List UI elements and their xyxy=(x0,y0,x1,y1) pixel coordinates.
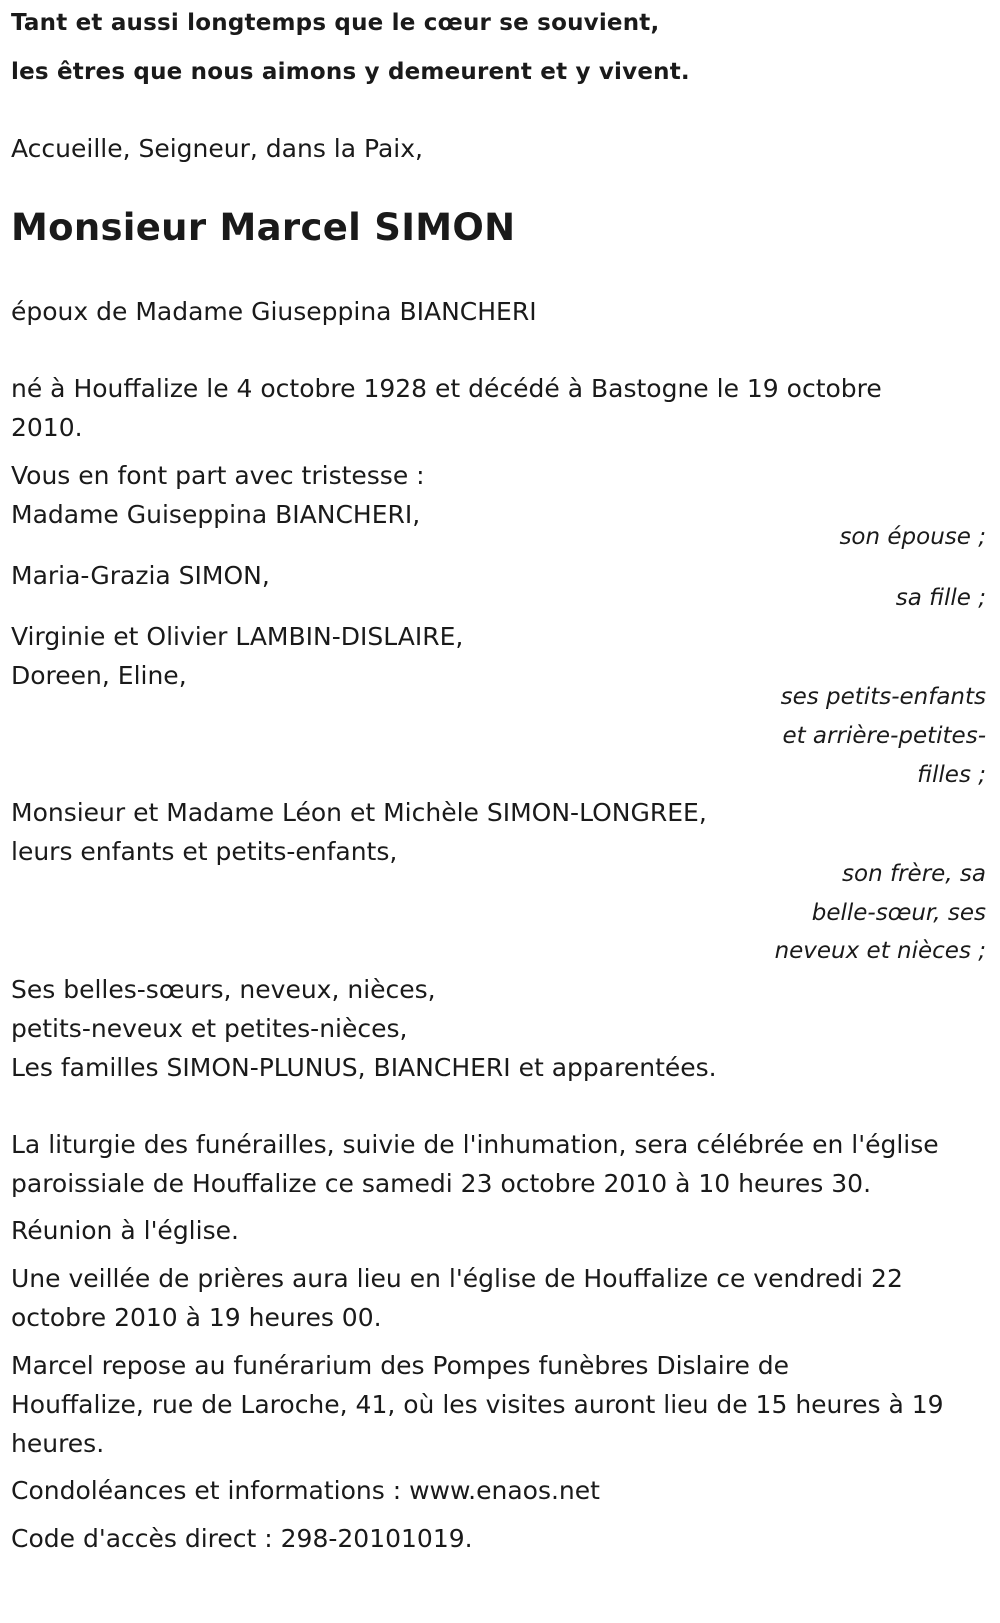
family-line: Doreen, Eline, xyxy=(11,661,187,690)
family-relation: filles ; xyxy=(917,762,986,788)
family-line: Maria-Grazia SIMON, xyxy=(11,561,270,590)
family-line: leurs enfants et petits-enfants, xyxy=(11,837,398,866)
reunion-line: Réunion à l'église. xyxy=(11,1216,239,1245)
deceased-name: Monsieur Marcel SIMON xyxy=(11,206,516,249)
quote-line-1: Tant et aussi longtemps que le cœur se souvient, xyxy=(11,10,660,36)
birth-death-line-1: né à Houffalize le 4 octobre 1928 et décédé à Bastogne le 19 octobre xyxy=(11,374,882,403)
family-relation: belle-sœur, ses xyxy=(811,900,986,926)
family-line: Ses belles-sœurs, neveux, nièces, xyxy=(11,975,436,1004)
announce-line: Vous en font part avec tristesse : xyxy=(11,461,425,490)
family-relation: et arrière-petites- xyxy=(782,723,986,749)
spouse-line: époux de Madame Giuseppina BIANCHERI xyxy=(11,297,537,326)
family-line: Les familles SIMON-PLUNUS, BIANCHERI et apparentées. xyxy=(11,1053,717,1082)
funeral-liturgy-line-2: paroissiale de Houffalize ce samedi 23 octobre 2010 à 10 heures 30. xyxy=(11,1169,872,1198)
condolences-line: Condoléances et informations : www.enaos.net xyxy=(11,1476,600,1505)
family-relation: son épouse ; xyxy=(839,524,986,550)
vigil-line-2: octobre 2010 à 19 heures 00. xyxy=(11,1303,382,1332)
family-relation: son frère, sa xyxy=(842,861,986,887)
funerarium-line-2: Houffalize, rue de Laroche, 41, où les visites auront lieu de 15 heures à 19 xyxy=(11,1390,944,1419)
family-relation: ses petits-enfants xyxy=(780,684,986,710)
funerarium-line-1: Marcel repose au funérarium des Pompes funèbres Dislaire de xyxy=(11,1351,790,1380)
family-line: Madame Guiseppina BIANCHERI, xyxy=(11,500,421,529)
access-code-line: Code d'accès direct : 298-20101019. xyxy=(11,1524,473,1553)
family-line: Monsieur et Madame Léon et Michèle SIMON-LONGREE, xyxy=(11,798,707,827)
quote-line-2: les êtres que nous aimons y demeurent et y vivent. xyxy=(11,59,690,85)
funerarium-line-3: heures. xyxy=(11,1429,105,1458)
intro-line: Accueille, Seigneur, dans la Paix, xyxy=(11,134,423,163)
vigil-line-1: Une veillée de prières aura lieu en l'église de Houffalize ce vendredi 22 xyxy=(11,1264,903,1293)
family-relation: neveux et nièces ; xyxy=(774,938,986,964)
funeral-liturgy-line-1: La liturgie des funérailles, suivie de l'inhumation, sera célébrée en l'église xyxy=(11,1130,939,1159)
family-relation: sa fille ; xyxy=(895,585,986,611)
family-line: petits-neveux et petites-nièces, xyxy=(11,1014,408,1043)
birth-death-line-2: 2010. xyxy=(11,413,83,442)
family-line: Virginie et Olivier LAMBIN-DISLAIRE, xyxy=(11,622,464,651)
